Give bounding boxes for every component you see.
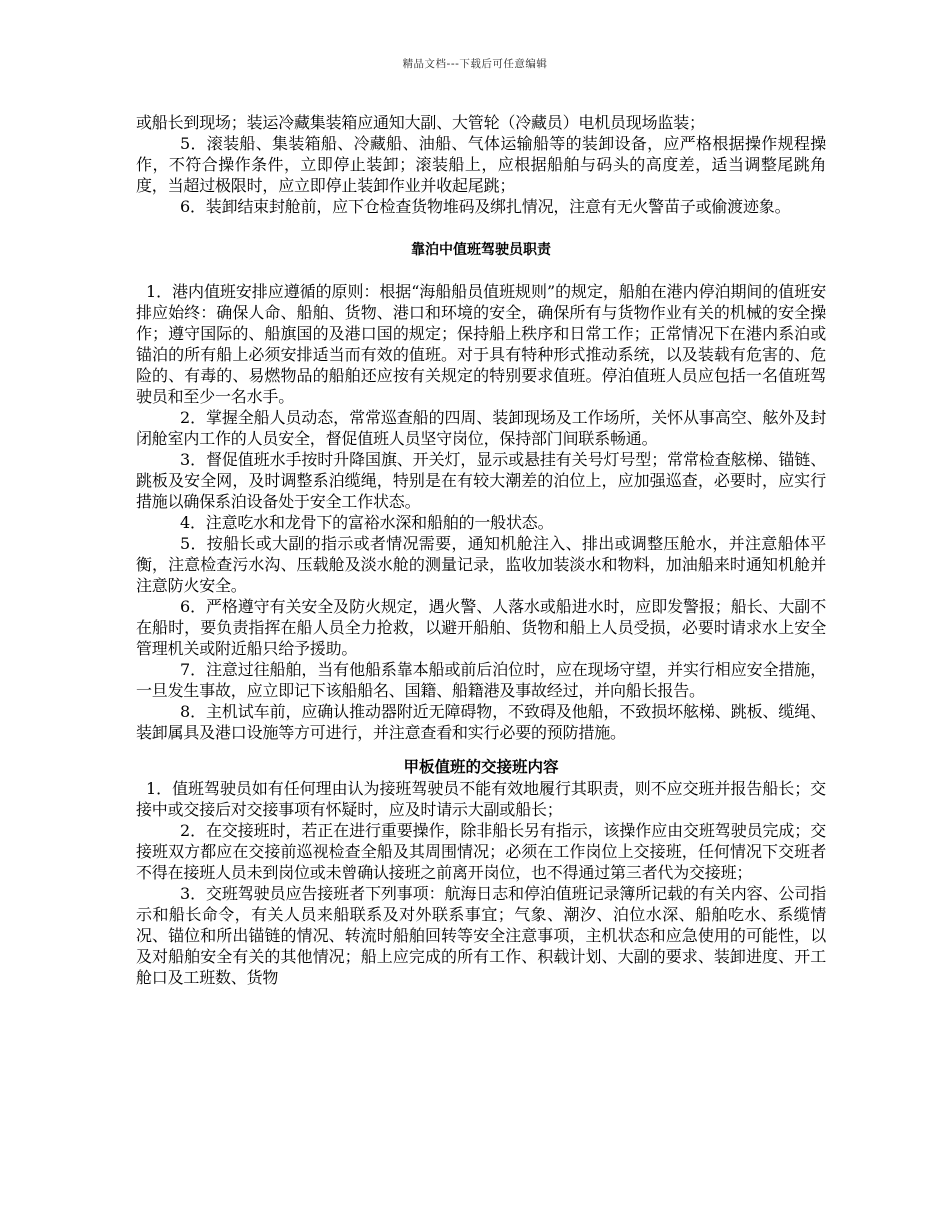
paragraph: 5．滚装船、集装箱船、冷藏船、油船、气体运输船等的装卸设备，应严格根据操作规程操作，不符合操作条件，立即停止装卸；滚装船上，应根据船舶与码头的高度差，适当调整尾跳角度，当超过极限时，应立即停止装卸作业并收起尾跳； xyxy=(136,134,826,195)
section-heading: 靠泊中值班驾驶员职责 xyxy=(411,242,551,258)
document-body xyxy=(136,112,826,988)
section-watch-handover xyxy=(136,757,826,988)
section-berthing-duties xyxy=(136,240,826,743)
paragraph: 5．按船长或大副的指示或者情况需要，通知机舱注入、排出或调整压舱水，并注意船体平衡，注意检查污水沟、压载舱及淡水舱的测量记录，监收加装淡水和物料，加油船来时通知机舱并注意防火安全。 xyxy=(136,534,826,595)
paragraph: 或船长到现场；装运冷藏集装箱应通知大副、大管轮（冷藏员）电机员现场监装； xyxy=(136,113,705,132)
paragraph: 3．交班驾驶员应告接班者下列事项：航海日志和停泊值班记录簿所记载的有关内容、公司指示和船长命令，有关人员来船联系及对外联系事宜；气象、潮汐、泊位水深、船舶吃水、系缆情况、锚位和所出锚链的情况、转流时船舶回转等安全注意事项，主机状态和应急使用的可能性，以及对船舶安全有关的其他情况；船上应完成的所有工作、积载计划、大副的要求、装卸进度、开工舱口及工班数、货物 xyxy=(136,884,826,987)
paragraph: 1．港内值班安排应遵循的原则：根据“海船船员值班规则”的规定，船舶在港内停泊期间的值班安排应始终：确保人命、船舶、货物、港口和环境的安全，确保所有与货物作业有关的机械的安全操作；遵守国际的、船旗国的及港口国的规定；保持船上秩序和日常工作；正常情况下在港内系泊或锚泊的所有船上必须安排适当而有效的值班。对于具有特种形式推动系统，以及装载有危害的、危险的、有毒的、易燃物品的船舶还应按有关规定的特别要求值班。停泊值班人员应包括一名值班驾驶员和至少一名水手。 xyxy=(136,282,826,406)
paragraph: 8．主机试车前，应确认推动器附近无障碍物，不致碍及他船，不致损坏舷梯、跳板、缆绳、装卸属具及港口设施等方可进行，并注意查看和实行必要的预防措施。 xyxy=(136,702,826,742)
paragraph: 2．掌握全船人员动态，常常巡查船的四周、装卸现场及工作场所，关怀从事高空、舷外及封闭舱室内工作的人员安全，督促值班人员坚守岗位，保持部门间联系畅通。 xyxy=(136,408,826,448)
paragraph: 2．在交接班时，若正在进行重要操作，除非船长另有指示，该操作应由交班驾驶员完成；交接班双方都应在交接前巡视检查全船及其周围情况；必须在工作岗位上交接班，任何情况下交班者不得在接班人员未到岗位或未曾确认接班之前离开岗位，也不得通过第三者代为交接班； xyxy=(136,821,826,882)
page-header: 精品文档---下载后可任意编辑 xyxy=(402,58,548,70)
paragraph: 6．装卸结束封舱前，应下仓检查货物堆码及绑扎情况，注意有无火警苗子或偷渡迹象。 xyxy=(180,197,791,216)
paragraph: 3．督促值班水手按时升降国旗、开关灯，显示或悬挂有关号灯号型；常常检查舷梯、锚链、跳板及安全网，及时调整系泊缆绳，特别是在有较大潮差的泊位上，应加强巡查，必要时，应实行措施以确保系泊设备处于安全工作状态。 xyxy=(136,450,826,511)
section-heading: 甲板值班的交接班内容 xyxy=(403,758,559,776)
paragraph: 1．值班驾驶员如有任何理由认为接班驾驶员不能有效地履行其职责，则不应交班并报告船长；交接中或交接后对交接事项有怀疑时，应及时请示大副或船长； xyxy=(136,779,826,819)
section-continuation xyxy=(136,112,826,217)
paragraph: 7．注意过往船舶，当有他船系靠本船或前后泊位时，应在现场守望，并实行相应安全措施，一旦发生事故，应立即记下该船船名、国籍、船籍港及事故经过，并向船长报告。 xyxy=(136,660,826,700)
paragraph: 4．注意吃水和龙骨下的富裕水深和船舶的一般状态。 xyxy=(180,513,554,532)
paragraph: 6．严格遵守有关安全及防火规定，遇火警、人落水或船进水时，应即发警报；船长、大副不在船时，要负责指挥在船人员全力抢救，以避开船舶、货物和船上人员受损，必要时请求水上安全管理机关或附近船只给予援助。 xyxy=(136,597,826,658)
